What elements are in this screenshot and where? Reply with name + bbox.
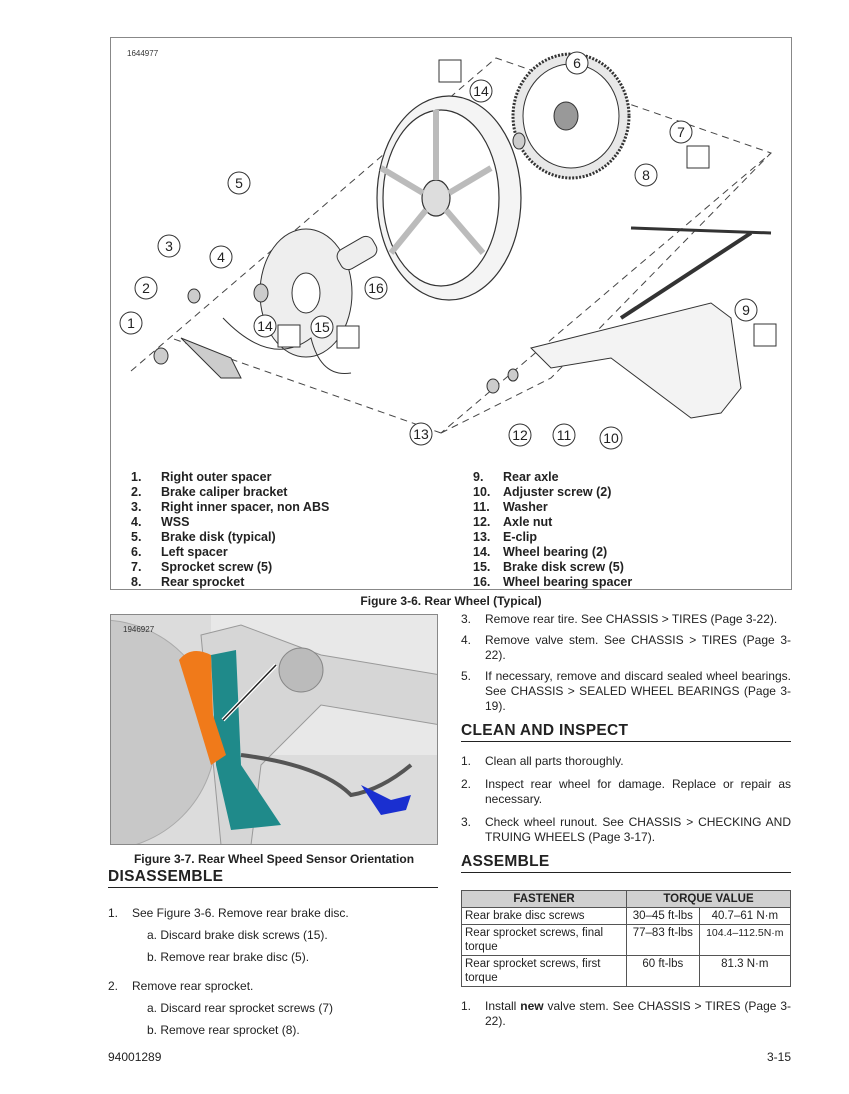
svg-text:14: 14	[473, 83, 489, 99]
svg-text:2: 2	[142, 280, 150, 296]
figure-sensor-photo	[110, 614, 438, 845]
svg-text:14: 14	[257, 318, 273, 334]
legend-right: 9. Rear axle 10. Adjuster screw (2) 11. Washer 12. Axle nut 13. E-clip 14. Wheel bearing (2) 15. Brake disk screw (5) 16. Wheel bearing spacer	[473, 470, 633, 589]
swingarm	[531, 228, 771, 418]
legend-left: 1. Right outer spacer 2. Brake caliper bracket 3. Right inner spacer, non ABS 4. WSS 5. Brake disk (typical) 6. Left spacer 7. Sprocket screw (5) 8. Rear sprocket	[131, 470, 330, 589]
svg-text:11: 11	[556, 427, 572, 443]
figure-id: 1946927	[123, 625, 155, 634]
torque-table: FASTENER TORQUE VALUE Rear brake disc screws 30–45 ft-lbs 40.7–61 N·m Rear sprocket screws, final torque 77–83 ft-lbs 104.4–112.5N·m Rear sprocket screws, first torque 60 ft-lbs 81.3 N·m	[461, 890, 791, 987]
svg-text:15: 15	[314, 319, 330, 335]
exploded-diagram	[111, 38, 793, 468]
page-number: 3-15	[766, 1050, 791, 1064]
right-column: 3. Remove rear tire. See CHASSIS > TIRES (Page 3-22). 4. Remove valve stem. See CHASSIS > TIRES (Page 3-22). 5. If necessary, remove and discard sealed wheel bearings. See CHASSIS > SEALED WHEEL BEARINGS (Page 3-19). CLEAN AND INSPECT 1. Clean all parts thoroughly. 2. Inspect rear wheel for damage. Replace or repair as necessary. 3. Check wheel runout. See CHASSIS > CHECKING AND TRUING WHEELS (Page 3-17). ASSEMBLE FASTENER TORQUE VALUE Rear brake disc screws 30–45 ft-lbs 40.7–61 N·m Rear sprocket screws, final torque 77–83 ft-lbs 104.4–112.5N·m Rear sprocket screws, first torque 60 ft-lbs 81.3 N·m 1. Install new valve stem. See CHASSIS > TIRES (Page 3-22).	[461, 612, 791, 1028]
figure-id: 1644977	[127, 49, 159, 58]
figure-caption: Figure 3-6. Rear Wheel (Typical)	[360, 594, 542, 608]
section-heading: ASSEMBLE	[461, 853, 791, 873]
svg-text:13: 13	[413, 426, 429, 442]
svg-text:4: 4	[217, 249, 225, 265]
document-number: 94001289	[108, 1050, 162, 1064]
svg-text:10: 10	[603, 430, 619, 446]
section-disassemble: DISASSEMBLE 1. See Figure 3-6. Remove rear brake disc. a. Discard brake disk screws (15). b. Remove rear brake disc (5). 2. Remove rear sprocket. a. Discard rear sprocket screws (7) b. Remove rear sprocket (8).	[108, 868, 438, 1038]
table-row: Rear sprocket screws, first torque 60 ft-lbs 81.3 N·m	[462, 956, 791, 987]
svg-text:8: 8	[642, 167, 650, 183]
svg-text:5: 5	[235, 175, 243, 191]
svg-text:7: 7	[677, 124, 685, 140]
wheel	[377, 96, 521, 300]
svg-text:9: 9	[742, 302, 750, 318]
svg-text:12: 12	[512, 427, 528, 443]
section-heading: CLEAN AND INSPECT	[461, 722, 791, 742]
svg-text:6: 6	[573, 55, 581, 71]
lubricate-icon	[754, 324, 776, 346]
section-heading: DISASSEMBLE	[108, 868, 438, 888]
table-row: Rear sprocket screws, final torque 77–83 ft-lbs 104.4–112.5N·m	[462, 925, 791, 956]
table-row: Rear brake disc screws 30–45 ft-lbs 40.7–61 N·m	[462, 908, 791, 925]
figure-caption: Figure 3-7. Rear Wheel Speed Sensor Orientation	[133, 852, 415, 866]
svg-text:3: 3	[165, 238, 173, 254]
svg-text:1: 1	[127, 315, 135, 331]
svg-text:16: 16	[368, 280, 384, 296]
sensor-photo	[111, 615, 438, 845]
figure-rear-wheel	[110, 37, 792, 590]
